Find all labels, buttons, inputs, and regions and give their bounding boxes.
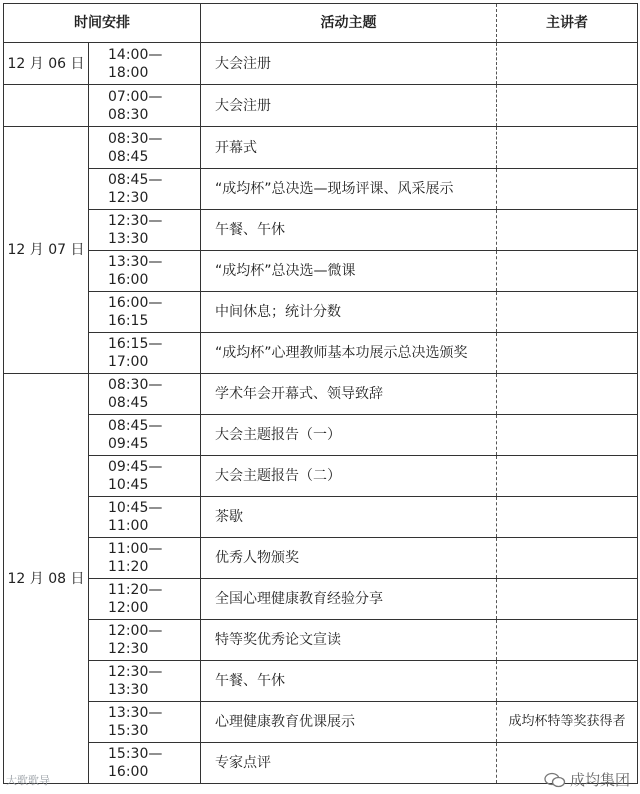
- header-row: [4, 4, 638, 43]
- table-row: [4, 743, 638, 784]
- time-cell: 12:30—13:30: [89, 661, 201, 702]
- topic-cell: 全国心理健康教育经验分享: [201, 579, 497, 620]
- wechat-logo-icon: [544, 772, 566, 788]
- speaker-cell: [497, 210, 638, 251]
- table-row: [4, 620, 638, 661]
- time-cell: 08:45—09:45: [89, 415, 201, 456]
- speaker-cell: [497, 43, 638, 85]
- table-row: [4, 210, 638, 251]
- watermark-left: 大歌歌导: [6, 774, 50, 787]
- topic-cell: 中间休息；统计分数: [201, 292, 497, 333]
- time-cell: 13:30—15:30: [89, 702, 201, 743]
- table-row: [4, 43, 638, 85]
- time-cell: 09:45—10:45: [89, 456, 201, 497]
- time-cell: 14:00—18:00: [89, 43, 201, 85]
- speaker-cell: [497, 333, 638, 374]
- time-cell: 16:15—17:00: [89, 333, 201, 374]
- speaker-cell: [497, 415, 638, 456]
- topic-cell: 专家点评: [201, 743, 497, 784]
- time-cell: 11:00—11:20: [89, 538, 201, 579]
- time-cell: 10:45—11:00: [89, 497, 201, 538]
- table-row: [4, 169, 638, 210]
- table-row: [4, 251, 638, 292]
- time-cell: 15:30—16:00: [89, 743, 201, 784]
- speaker-cell: [497, 456, 638, 497]
- table-row: [4, 292, 638, 333]
- time-cell: 08:30—08:45: [89, 127, 201, 169]
- header-topic: 活动主题: [201, 4, 497, 43]
- time-cell: 07:00—08:30: [89, 85, 201, 127]
- topic-cell: 大会主题报告（一）: [201, 415, 497, 456]
- topic-cell: “成均杯”总决选—现场评课、风采展示: [201, 169, 497, 210]
- date-cell: 12 月 08 日: [4, 374, 89, 784]
- date-cell: [4, 85, 89, 127]
- topic-cell: 茶歇: [201, 497, 497, 538]
- topic-cell: 大会主题报告（二）: [201, 456, 497, 497]
- table-row: [4, 497, 638, 538]
- table-row: [4, 374, 638, 415]
- table-row: [4, 456, 638, 497]
- schedule-table: [3, 3, 638, 784]
- time-cell: 12:00—12:30: [89, 620, 201, 661]
- speaker-cell: [497, 292, 638, 333]
- speaker-cell: [497, 538, 638, 579]
- topic-cell: 大会注册: [201, 85, 497, 127]
- table-row: [4, 85, 638, 127]
- table-row: [4, 333, 638, 374]
- speaker-cell: [497, 374, 638, 415]
- speaker-cell: [497, 620, 638, 661]
- topic-cell: 午餐、午休: [201, 661, 497, 702]
- topic-cell: 大会注册: [201, 43, 497, 85]
- topic-cell: 午餐、午休: [201, 210, 497, 251]
- speaker-cell: [497, 127, 638, 169]
- speaker-cell: [497, 251, 638, 292]
- topic-cell: 特等奖优秀论文宣读: [201, 620, 497, 661]
- table-row: [4, 661, 638, 702]
- time-cell: 13:30—16:00: [89, 251, 201, 292]
- speaker-cell: [497, 85, 638, 127]
- date-cell: 12 月 07 日: [4, 127, 89, 374]
- time-cell: 16:00—16:15: [89, 292, 201, 333]
- speaker-cell: [497, 579, 638, 620]
- table-row: [4, 415, 638, 456]
- time-cell: 11:20—12:00: [89, 579, 201, 620]
- table-row: [4, 538, 638, 579]
- topic-cell: “成均杯”心理教师基本功展示总决选颁奖: [201, 333, 497, 374]
- time-cell: 08:45—12:30: [89, 169, 201, 210]
- time-cell: 12:30—13:30: [89, 210, 201, 251]
- table-row: [4, 127, 638, 169]
- header-speaker: 主讲者: [497, 4, 638, 43]
- speaker-cell: [497, 169, 638, 210]
- watermark-right: [544, 769, 630, 790]
- topic-cell: 学术年会开幕式、领导致辞: [201, 374, 497, 415]
- topic-cell: “成均杯”总决选—微课: [201, 251, 497, 292]
- speaker-cell: [497, 661, 638, 702]
- speaker-cell: 成均杯特等奖获得者: [497, 702, 638, 743]
- date-cell: 12 月 06 日: [4, 43, 89, 85]
- header-time: 时间安排: [4, 4, 201, 43]
- time-cell: 08:30—08:45: [89, 374, 201, 415]
- topic-cell: 心理健康教育优课展示: [201, 702, 497, 743]
- speaker-cell: [497, 497, 638, 538]
- table-row: [4, 702, 638, 743]
- table-row: [4, 579, 638, 620]
- topic-cell: 开幕式: [201, 127, 497, 169]
- watermark-right-text: 成均集团: [569, 771, 630, 789]
- topic-cell: 优秀人物颁奖: [201, 538, 497, 579]
